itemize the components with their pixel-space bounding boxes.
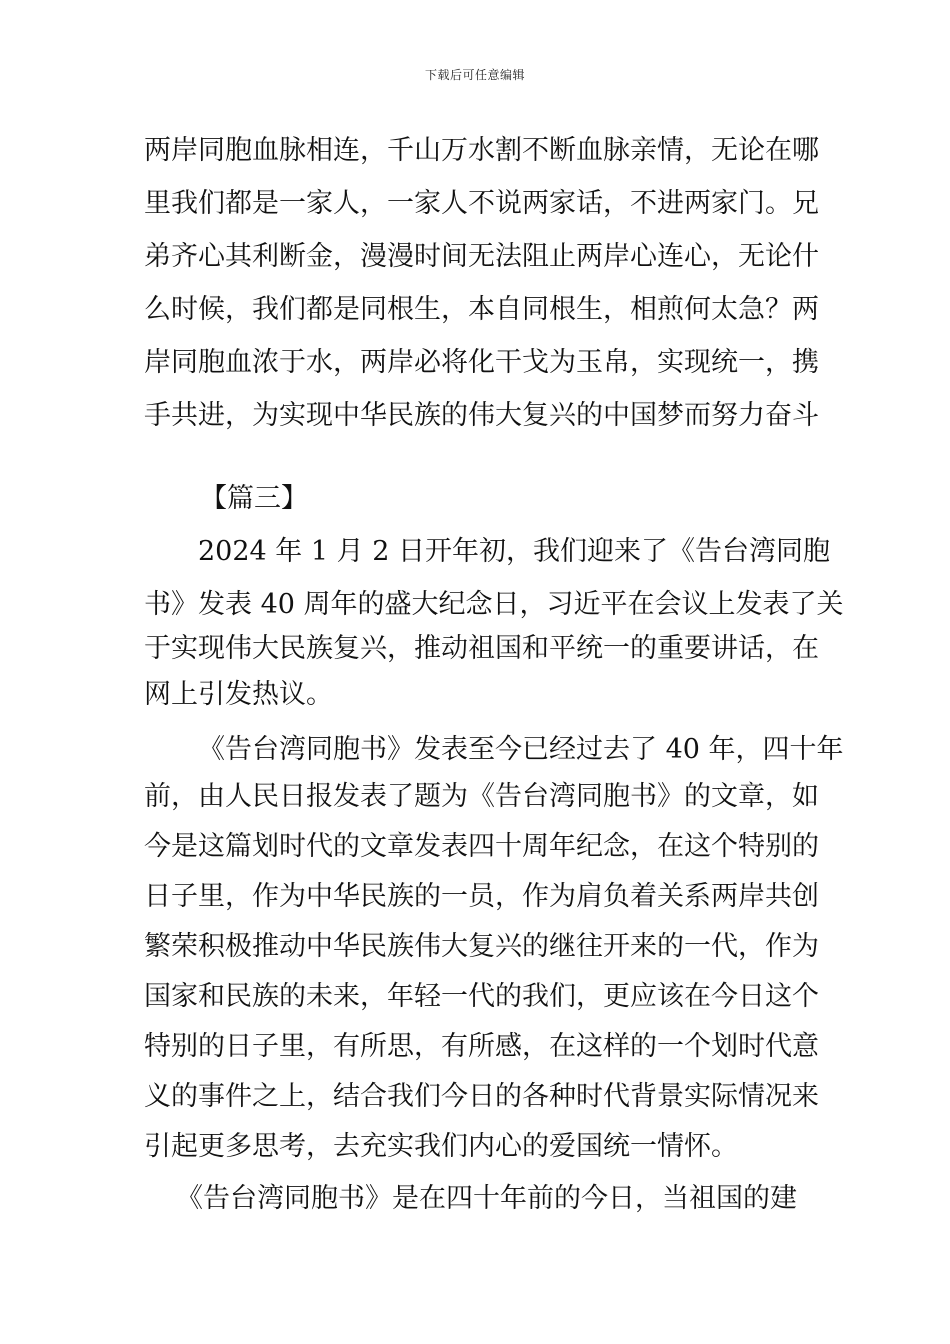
text-line: 引起更多思考，去充实我们内心的爱国统一情怀。 [144,1131,738,1162]
text-line: 日子里，作为中华民族的一员，作为肩负着关系两岸共创 [144,881,819,912]
text-line: 特别的日子里，有所思，有所感，在这样的一个划时代意 [144,1031,819,1062]
text-line: 么时候，我们都是同根生，本自同根生，相煎何太急？两 [144,294,819,325]
text-line: 繁荣积极推动中华民族伟大复兴的继往开来的一代，作为 [144,931,819,962]
text-line: 书》发表 40 周年的盛大纪念日，习近平在会议上发表了关 [144,589,844,620]
text-line: 里我们都是一家人，一家人不说两家话，不进两家门。兄 [144,188,819,219]
section-heading: 【篇三】 [200,483,308,514]
text-line: 《告台湾同胞书》是在四十年前的今日，当祖国的建 [176,1183,797,1214]
text-line: 2024 年 1 月 2 日开年初，我们迎来了《告台湾同胞 [198,536,830,567]
text-line: 国家和民族的未来，年轻一代的我们，更应该在今日这个 [144,981,819,1012]
text-line: 两岸同胞血脉相连，千山万水割不断血脉亲情，无论在哪 [144,135,819,166]
text-line: 于实现伟大民族复兴，推动祖国和平统一的重要讲话，在 [144,633,819,664]
text-line: 弟齐心其利断金，漫漫时间无法阻止两岸心连心，无论什 [144,241,819,272]
text-line: 网上引发热议。 [144,679,333,710]
text-line: 手共进，为实现中华民族的伟大复兴的中国梦而努力奋斗 [144,400,819,431]
text-line: 义的事件之上，结合我们今日的各种时代背景实际情况来 [144,1081,819,1112]
text-line: 《告台湾同胞书》发表至今已经过去了 40 年，四十年 [198,734,844,765]
text-line: 岸同胞血浓于水，两岸必将化干戈为玉帛，实现统一，携 [144,347,819,378]
page-header: 下载后可任意编辑 [424,68,525,82]
text-line: 前，由人民日报发表了题为《告台湾同胞书》的文章，如 [144,781,819,812]
text-line: 今是这篇划时代的文章发表四十周年纪念，在这个特别的 [144,831,819,862]
